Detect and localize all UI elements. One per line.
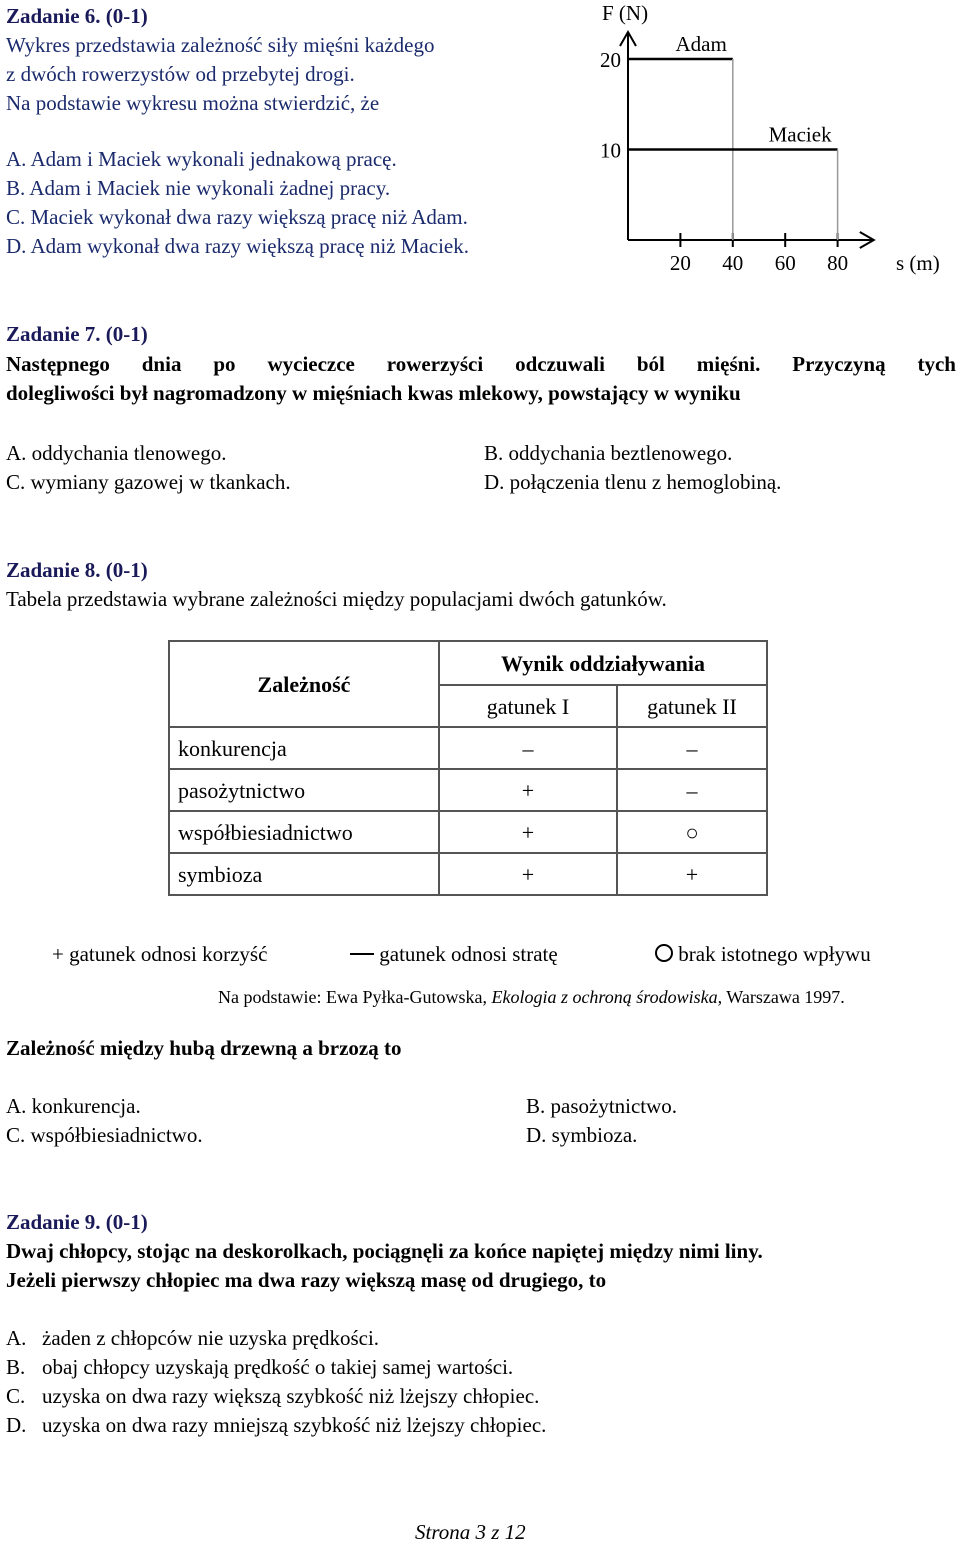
task6-option-b[interactable]: B. Adam i Maciek nie wykonali żadnej pracy. xyxy=(6,176,391,200)
option-letter: A. xyxy=(6,1326,27,1350)
header-species1: gatunek I xyxy=(439,685,617,727)
option-letter: D. xyxy=(6,1413,27,1437)
series-label-adam: Adam xyxy=(675,32,727,56)
table-row xyxy=(169,769,767,811)
x-tick-label: 40 xyxy=(722,251,744,275)
task7-title: Zadanie 7. (0-1) xyxy=(6,322,148,346)
task6-intro-line2: z dwóch rowerzystów od przebytej drogi. xyxy=(6,62,355,86)
header-relation: Zależność xyxy=(169,641,439,727)
source-citation xyxy=(218,983,845,1012)
task9-option-d[interactable] xyxy=(6,1411,547,1440)
task8-option-d[interactable]: D. symbioza. xyxy=(526,1123,638,1147)
cell-species1: + xyxy=(439,769,617,811)
task7-option-d[interactable]: D. połączenia tlenu z hemoglobiną. xyxy=(484,470,782,494)
task9-option-b[interactable] xyxy=(6,1353,514,1382)
x-axis-label: s (m) xyxy=(896,251,940,275)
task8-option-b[interactable]: B. pasożytnictwo. xyxy=(526,1094,678,1118)
cell-species2: ○ xyxy=(617,811,767,853)
table-row xyxy=(169,811,767,853)
row-name: pasożytnictwo xyxy=(169,769,439,811)
source-title: Ekologia z ochroną środowiska, xyxy=(491,987,723,1007)
row-name: konkurencja xyxy=(169,727,439,769)
row-name: współbiesiadnictwo xyxy=(169,811,439,853)
task9-title: Zadanie 9. (0-1) xyxy=(6,1210,148,1234)
task6-option-c[interactable]: C. Maciek wykonał dwa razy większą pracę niż Adam. xyxy=(6,205,468,229)
option-letter: C. xyxy=(6,1384,26,1408)
task8-title: Zadanie 8. (0-1) xyxy=(6,558,148,582)
relations-table xyxy=(168,640,768,896)
x-tick-label: 20 xyxy=(669,251,691,275)
series-label-maciek: Maciek xyxy=(768,122,832,147)
cell-species2: – xyxy=(617,769,767,811)
header-result: Wynik oddziaływania xyxy=(439,641,767,685)
task7-option-c[interactable]: C. wymiany gazowej w tkankach. xyxy=(6,470,291,494)
task6-intro-line3: Na podstawie wykresu można stwierdzić, że xyxy=(6,91,380,115)
circle-icon xyxy=(655,944,673,962)
task9-question-line2: Jeżeli pierwszy chłopiec ma dwa razy większą masę od drugiego, to xyxy=(6,1268,607,1292)
option-text: uzyska on dwa razy mniejszą szybkość niż lżejszy chłopiec. xyxy=(42,1413,547,1437)
legend-minus xyxy=(350,940,558,969)
y-axis-label: F (N) xyxy=(602,1,649,25)
task6-option-d[interactable]: D. Adam wykonał dwa razy większą pracę niż Maciek. xyxy=(6,234,469,258)
task7-option-a[interactable]: A. oddychania tlenowego. xyxy=(6,441,227,465)
option-text: obaj chłopcy uzyskają prędkość o takiej samej wartości. xyxy=(42,1355,514,1379)
task6-option-a[interactable]: A. Adam i Maciek wykonali jednakową pracę. xyxy=(6,147,397,171)
task9-option-a[interactable] xyxy=(6,1324,380,1353)
option-text: żaden z chłopców nie uzyska prędkości. xyxy=(42,1326,380,1350)
table-row xyxy=(169,727,767,769)
row-name: symbioza xyxy=(169,853,439,895)
legend-plus: + gatunek odnosi korzyść xyxy=(52,942,268,966)
cell-species2: – xyxy=(617,727,767,769)
option-text: uzyska on dwa razy większą szybkość niż lżejszy chłopiec. xyxy=(42,1384,540,1408)
y-tick-label: 20 xyxy=(600,48,621,72)
task9-option-c[interactable] xyxy=(6,1382,540,1411)
cell-species1: + xyxy=(439,853,617,895)
cell-species1: – xyxy=(439,727,617,769)
cell-species2: + xyxy=(617,853,767,895)
task6-intro-line1: Wykres przedstawia zależność siły mięśni każdego xyxy=(6,33,435,57)
cell-species1: + xyxy=(439,811,617,853)
task8-question: Zależność między hubą drzewną a brzozą to xyxy=(6,1036,402,1060)
task6-title: Zadanie 6. (0-1) xyxy=(6,4,148,28)
task8-intro: Tabela przedstawia wybrane zależności między populacjami dwóch gatunków. xyxy=(6,587,667,611)
x-tick-label: 80 xyxy=(827,251,849,275)
source-suffix: Warszawa 1997. xyxy=(722,987,845,1007)
task7-question-line2: dolegliwości był nagromadzony w mięśniach kwas mlekowy, powstający w wyniku xyxy=(6,381,741,405)
option-letter: B. xyxy=(6,1355,26,1379)
task8-option-c[interactable]: C. współbiesiadnictwo. xyxy=(6,1123,203,1147)
task8-option-a[interactable]: A. konkurencja. xyxy=(6,1094,141,1118)
task7-question-line1: Następnego dnia po wycieczce rowerzyści odczuwali ból mięśni. Przyczyną tych xyxy=(6,352,956,376)
force-distance-chart xyxy=(590,0,960,290)
table-row xyxy=(169,853,767,895)
task7-option-b[interactable]: B. oddychania beztlenowego. xyxy=(484,441,733,465)
task9-question-line1: Dwaj chłopcy, stojąc na deskorolkach, pociągnęli za końce napiętej między nimi liny. xyxy=(6,1239,763,1263)
x-tick-label: 60 xyxy=(774,251,796,275)
header-species2: gatunek II xyxy=(617,685,767,727)
legend-circle xyxy=(655,940,871,969)
source-prefix: Na podstawie: Ewa Pyłka-Gutowska, xyxy=(218,987,492,1007)
page-number: Strona 3 z 12 xyxy=(415,1520,526,1544)
dash-icon xyxy=(350,953,374,955)
legend-minus-label: gatunek odnosi stratę xyxy=(379,942,558,966)
y-tick-label: 10 xyxy=(600,138,621,163)
legend-circle-label: brak istotnego wpływu xyxy=(678,942,871,966)
